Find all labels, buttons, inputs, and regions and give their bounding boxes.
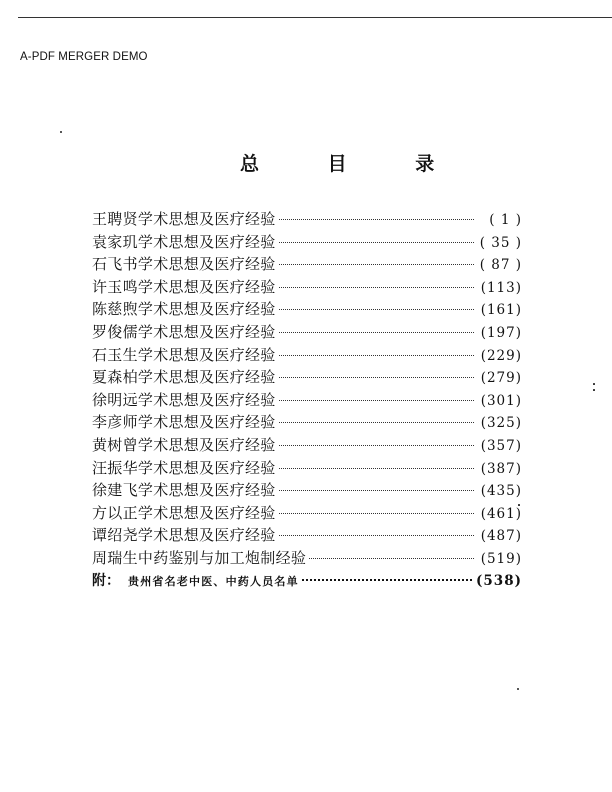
toc-entry-page: (387) <box>480 460 522 477</box>
dot-leader <box>279 468 474 469</box>
toc-entry-page: (229) <box>480 347 522 364</box>
toc-entry[interactable] <box>92 457 522 480</box>
toc-entry-page: (519) <box>480 550 522 567</box>
toc-entry-page: (113) <box>480 279 522 296</box>
toc-entry[interactable] <box>92 502 522 525</box>
toc-entry-title: 周瑞生中药鉴别与加工炮制经验 <box>92 548 307 567</box>
toc-entry[interactable] <box>92 208 522 231</box>
page-title: 总 目 录 <box>240 153 466 175</box>
appendix-label: 附： <box>92 572 120 589</box>
dot-leader <box>279 445 474 446</box>
toc-entry-page: (325) <box>480 415 522 432</box>
toc-entry-title: 陈慈煦学术思想及医疗经验 <box>92 300 276 319</box>
toc-entry[interactable] <box>92 411 522 434</box>
toc-entry-page: (357) <box>480 437 522 454</box>
toc-entry[interactable] <box>92 298 522 321</box>
toc-entry[interactable] <box>92 253 522 276</box>
toc-entry[interactable] <box>92 231 522 254</box>
toc-entry[interactable] <box>92 524 522 547</box>
toc-entry[interactable] <box>92 344 522 367</box>
toc-entry-page: (538) <box>476 572 522 589</box>
toc-entry-page: ( 35 ) <box>479 234 522 251</box>
toc-entry[interactable] <box>92 434 522 457</box>
toc-entry-title: 许玉鸣学术思想及医疗经验 <box>92 277 276 296</box>
toc-entry-title: 夏森柏学术思想及医疗经验 <box>92 368 276 387</box>
toc-entry-title: 李彦师学术思想及医疗经验 <box>92 413 276 432</box>
toc-entry-title: 谭绍尧学术思想及医疗经验 <box>92 526 276 545</box>
toc-entry-page: (161) <box>480 302 522 319</box>
toc-entry[interactable] <box>92 321 522 344</box>
dot-leader <box>279 422 474 423</box>
toc-entry[interactable] <box>92 276 522 299</box>
dot-leader <box>302 579 472 581</box>
toc-entry-page: (435) <box>480 483 522 500</box>
dot-leader <box>279 264 474 265</box>
toc-appendix-entry[interactable] <box>92 570 522 593</box>
watermark-text: A-PDF MERGER DEMO <box>20 51 148 63</box>
toc-entry-page: ( 1 ) <box>489 212 522 228</box>
dot-leader <box>309 558 474 559</box>
dot-leader <box>279 219 474 220</box>
toc-entry[interactable] <box>92 479 522 502</box>
toc-entry-title: 贵州省名老中医、中药人员名单 <box>128 574 299 588</box>
toc-entry-title: 袁家玑学术思想及医疗经验 <box>92 232 276 251</box>
toc-entry[interactable] <box>92 366 522 389</box>
dot-leader <box>279 513 474 514</box>
dot-leader <box>279 377 474 378</box>
scan-speck <box>593 389 595 391</box>
dot-leader <box>279 242 474 243</box>
top-rule <box>18 17 612 18</box>
toc-entry-title: 汪振华学术思想及医疗经验 <box>92 458 276 477</box>
toc-entry-title: 黄树曾学术思想及医疗经验 <box>92 435 276 454</box>
toc-entry-page: (487) <box>480 528 522 545</box>
dot-leader <box>279 355 474 356</box>
toc-entry-title: 徐明远学术思想及医疗经验 <box>92 390 276 409</box>
scan-speck <box>60 131 62 133</box>
dot-leader <box>279 332 474 333</box>
dot-leader <box>279 535 474 536</box>
dot-leader <box>279 309 474 310</box>
toc-entry-page: (301) <box>480 392 522 409</box>
toc-entry[interactable] <box>92 547 522 570</box>
dot-leader <box>279 400 474 401</box>
toc-entry-page: (197) <box>480 324 522 341</box>
toc-entry-title: 石玉生学术思想及医疗经验 <box>92 345 276 364</box>
toc-entry-title: 石飞书学术思想及医疗经验 <box>92 255 276 274</box>
toc-entry-page: (461) <box>480 505 522 522</box>
toc-entry-title: 罗俊儒学术思想及医疗经验 <box>92 322 276 341</box>
scan-speck <box>593 383 595 385</box>
scan-speck <box>517 688 519 690</box>
toc-entry[interactable] <box>92 389 522 412</box>
toc-list <box>92 208 522 592</box>
dot-leader <box>279 490 474 491</box>
dot-leader <box>279 287 474 288</box>
toc-entry-title: 王聘贤学术思想及医疗经验 <box>92 210 276 228</box>
toc-entry-page: (279) <box>480 370 522 387</box>
toc-entry-title: 方以正学术思想及医疗经验 <box>92 503 276 522</box>
toc-entry-title: 徐建飞学术思想及医疗经验 <box>92 481 276 500</box>
toc-entry-page: ( 87 ) <box>479 257 522 274</box>
